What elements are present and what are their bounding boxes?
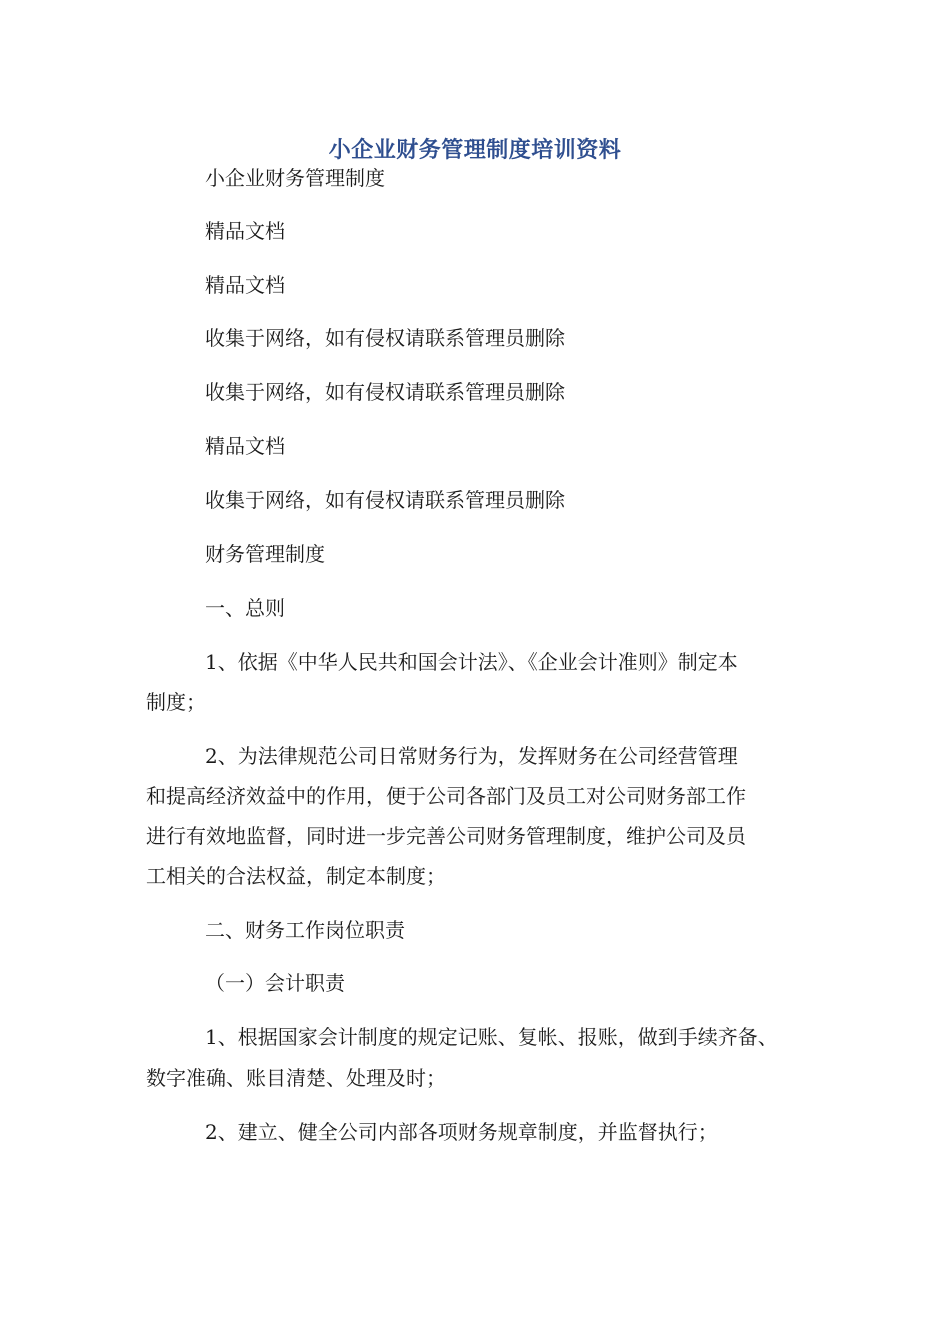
text-line: 精品文档 xyxy=(205,273,285,297)
paragraph-line: 2、建立、健全公司内部各项财务规章制度，并监督执行； xyxy=(205,1120,718,1144)
text-line: 财务管理制度 xyxy=(205,542,325,566)
paragraph-line: 数字准确、账目清楚、处理及时； xyxy=(146,1066,446,1090)
text-line: 收集于网络，如有侵权请联系管理员删除 xyxy=(205,326,565,350)
paragraph-line: 2、为法律规范公司日常财务行为，发挥财务在公司经营管理 xyxy=(205,744,738,768)
document-title: 小企业财务管理制度培训资料 xyxy=(328,137,622,163)
section-heading: 二、财务工作岗位职责 xyxy=(205,918,405,942)
paragraph-line: 和提高经济效益中的作用，便于公司各部门及员工对公司财务部工作 xyxy=(146,784,746,808)
text-line: 精品文档 xyxy=(205,434,285,458)
paragraph-line: 1、根据国家会计制度的规定记账、复帐、报账，做到手续齐备、 xyxy=(205,1025,778,1049)
paragraph-line: 制度； xyxy=(146,690,206,714)
text-line: 精品文档 xyxy=(205,219,285,243)
text-line: 收集于网络，如有侵权请联系管理员删除 xyxy=(205,380,565,404)
section-heading: 一、总则 xyxy=(205,596,285,620)
paragraph-line: 工相关的合法权益，制定本制度； xyxy=(146,864,446,888)
text-line: 小企业财务管理制度 xyxy=(205,166,385,190)
text-line: 收集于网络，如有侵权请联系管理员删除 xyxy=(205,488,565,512)
paragraph-line: 1、依据《中华人民共和国会计法》、《企业会计准则》制定本 xyxy=(205,650,738,674)
subsection-heading: （一）会计职责 xyxy=(205,971,345,995)
paragraph-line: 进行有效地监督，同时进一步完善公司财务管理制度，维护公司及员 xyxy=(146,824,746,848)
